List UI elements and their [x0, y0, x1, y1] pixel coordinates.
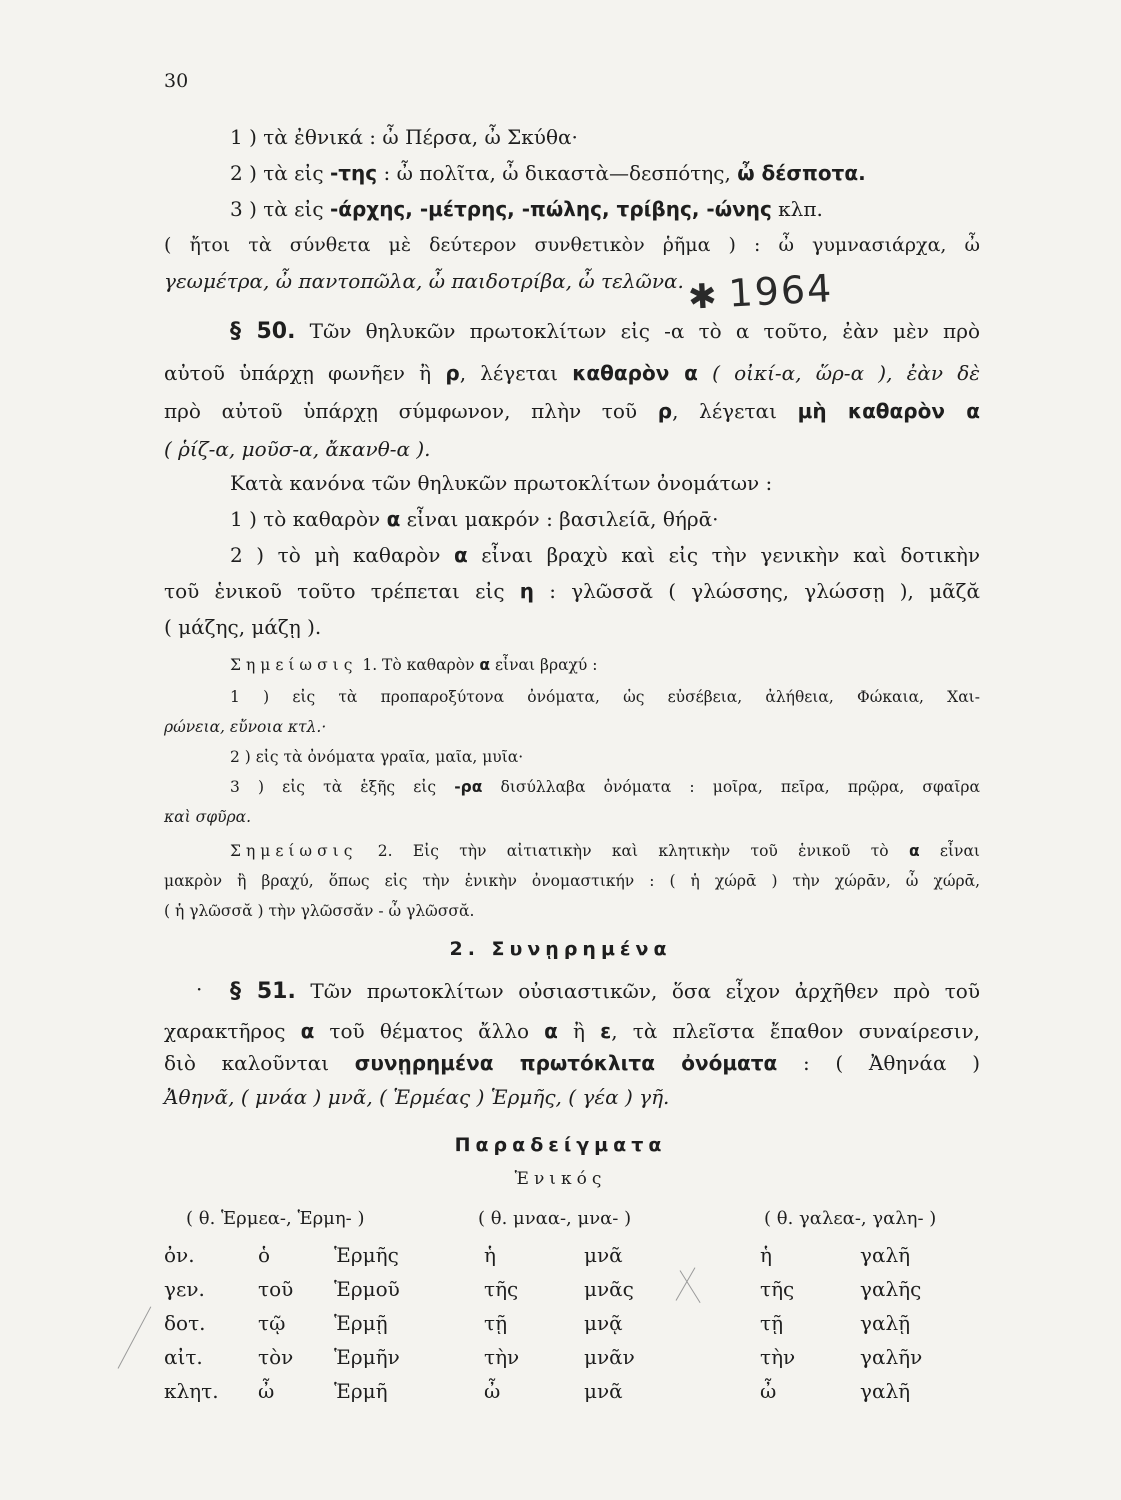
note-line: ( ἡ γλῶσσᾰ ) τὴν γλῶσσᾰν - ὦ γλῶσσᾰ. — [164, 902, 475, 920]
table-cell: μνᾷ — [584, 1311, 623, 1335]
text-line: 2 ) τὰ εἰς -της : ὦ πολῖτα, ὦ δικαστὰ—δεσπότης, ὦ δέσποτα. — [230, 161, 866, 185]
text-line: Κατὰ κανόνα τῶν θηλυκῶν πρωτοκλίτων ὀνομάτων : — [230, 471, 773, 495]
table-header: ( θ. μναα-, μνα- ) — [478, 1208, 632, 1229]
pencil-mark — [676, 1267, 696, 1300]
table-cell: γαλῇ — [860, 1311, 911, 1335]
pencil-mark — [118, 1306, 152, 1368]
paradigms-heading: Παραδείγματα — [454, 1134, 667, 1156]
note-line: ρώνεια, εὔνοια κτλ.· — [164, 718, 327, 736]
handwritten-annotation: ✱ 1964 — [687, 266, 835, 318]
table-header: ( θ. Ἑρμεα-, Ἑρμη- ) — [186, 1208, 365, 1229]
text-line: 3 ) τὰ εἰς -άρχης, -μέτρης, -πώλης, τρίβης, -ώνης κλπ. — [230, 197, 823, 221]
table-cell: ὦ — [760, 1379, 777, 1403]
table-cell: ὦ — [484, 1379, 501, 1403]
table-cell: Ἑρμοῦ — [334, 1277, 400, 1301]
table-cell: τὴν — [484, 1345, 520, 1369]
table-cell: τοῦ — [258, 1277, 294, 1301]
case-label: γεν. — [164, 1277, 205, 1301]
page-number: 30 — [164, 70, 189, 92]
table-header: ( θ. γαλεα-, γαλη- ) — [764, 1208, 937, 1229]
table-cell: ὦ — [258, 1379, 275, 1403]
table-cell: μνᾶ — [584, 1243, 623, 1267]
text-line: γεωμέτρα, ὦ παντοπῶλα, ὦ παιδοτρίβα, ὦ τελῶνα. — [164, 269, 684, 293]
note-line: 3 ) εἰς τὰ ἑξῆς εἰς -ρα δισύλλαβα ὀνόματα : μοῖρα, πεῖρα, πρῷρα, σφαῖρα — [230, 778, 980, 796]
case-label: αἰτ. — [164, 1345, 203, 1369]
table-cell: γαλῆ — [860, 1379, 911, 1403]
table-cell: Ἑρμῆς — [334, 1243, 399, 1267]
table-cell: Ἑρμῆ — [334, 1379, 388, 1403]
table-cell: γαλῆς — [860, 1277, 922, 1301]
case-label: δοτ. — [164, 1311, 206, 1335]
table-cell: γαλῆν — [860, 1345, 923, 1369]
text-line: Ἀθηνᾶ, ( μνάα ) μνᾶ, ( Ἑρμέας ) Ἑρμῆς, ( γέα ) γῆ. — [164, 1085, 670, 1109]
table-cell: μνᾶς — [584, 1277, 634, 1301]
table-cell: μνᾶν — [584, 1345, 635, 1369]
singular-heading: Ἑνικός — [514, 1169, 607, 1189]
section-51-line: § 51. Τῶν πρωτοκλίτων οὐσιαστικῶν, ὅσα εἶχον ἀρχῆθεν πρὸ τοῦ — [230, 979, 980, 1004]
text-line: ( μάζης, μάζῃ ). — [164, 615, 322, 639]
table-cell: τῇ — [484, 1311, 508, 1335]
table-cell: ὁ — [258, 1243, 271, 1267]
text-line: χαρακτῆρος α τοῦ θέματος ἄλλο α ἢ ε, τὰ πλεῖστα ἔπαθον συναίρεσιν, — [164, 1019, 981, 1043]
table-cell: τῷ — [258, 1311, 286, 1335]
text-line: πρὸ αὐτοῦ ὑπάρχῃ σύμφωνον, πλὴν τοῦ ρ, λέγεται μὴ καθαρὸν α — [164, 399, 981, 423]
note-line: Σημείωσις 1. Τὸ καθαρὸν α εἶναι βραχύ : — [230, 656, 598, 674]
table-cell: ἡ — [760, 1243, 772, 1267]
note-line: καὶ σφῦρα. — [164, 808, 251, 826]
table-cell: τῆς — [484, 1277, 519, 1301]
text-line: ( ῥίζ-α, μοῦσ-α, ἄκανθ-α ). — [164, 437, 431, 461]
note-line: 1 ) εἰς τὰ προπαροξύτονα ὀνόματα, ὡς εὐσέβεια, ἀλήθεια, Φώκαια, Χαι- — [230, 688, 980, 706]
text-line: διὸ καλοῦνται συνῃρημένα πρωτόκλιτα ὀνόματα : ( Ἀθηνάα ) — [164, 1051, 981, 1075]
table-cell: τὴν — [760, 1345, 796, 1369]
text-line: 2 ) τὸ μὴ καθαρὸν α εἶναι βραχὺ καὶ εἰς τὴν γενικὴν καὶ δοτικὴν — [230, 543, 980, 567]
note-line: Σημείωσις 2. Εἰς τὴν αἰτιατικὴν καὶ κλητικὴν τοῦ ἑνικοῦ τὸ α εἶναι — [230, 842, 980, 860]
table-cell: τῇ — [760, 1311, 784, 1335]
text-line: τοῦ ἑνικοῦ τοῦτο τρέπεται εἰς η : γλῶσσᾰ ( γλώσσης, γλώσσῃ ), μᾶζᾰ — [164, 579, 980, 603]
table-cell: τῆς — [760, 1277, 795, 1301]
section-50-line: § 50. Τῶν θηλυκῶν πρωτοκλίτων εἰς -α τὸ α τοῦτο, ἐὰν μὲν πρὸ — [230, 319, 980, 344]
note-line: 2 ) εἰς τὰ ὀνόματα γραῖα, μαῖα, μυῖα· — [230, 748, 524, 766]
section-heading: 2. Συνῃρημένα — [449, 938, 672, 960]
table-cell: μνᾶ — [584, 1379, 623, 1403]
margin-mark: · — [196, 977, 203, 1001]
table-cell: Ἑρμῆν — [334, 1345, 400, 1369]
table-cell: Ἑρμῇ — [334, 1311, 388, 1335]
text-line: αὐτοῦ ὑπάρχῃ φωνῆεν ἢ ρ, λέγεται καθαρὸν α ( οἰκί-α, ὥρ-α ), ἐὰν δὲ — [164, 361, 980, 385]
table-cell: τὸν — [258, 1345, 294, 1369]
text-line: 1 ) τὸ καθαρὸν α εἶναι μακρόν : βασιλείᾱ, θήρᾱ· — [230, 507, 719, 531]
case-label: κλητ. — [164, 1379, 219, 1403]
text-line: ( ἤτοι τὰ σύνθετα μὲ δεύτερον συνθετικὸν ῥῆμα ) : ὦ γυμνασιάρχα, ὦ — [164, 234, 980, 256]
case-label: ὀν. — [164, 1243, 195, 1267]
table-cell: ἡ — [484, 1243, 496, 1267]
note-line: μακρὸν ἢ βραχύ, ὅπως εἰς τὴν ἑνικὴν ὀνομαστικήν : ( ἡ χώρᾱ ) τὴν χώρᾱν, ὦ χώρᾱ, — [164, 872, 980, 890]
table-cell: γαλῆ — [860, 1243, 911, 1267]
text-line: 1 ) τὰ ἐθνικά : ὦ Πέρσα, ὦ Σκύθα· — [230, 125, 578, 149]
